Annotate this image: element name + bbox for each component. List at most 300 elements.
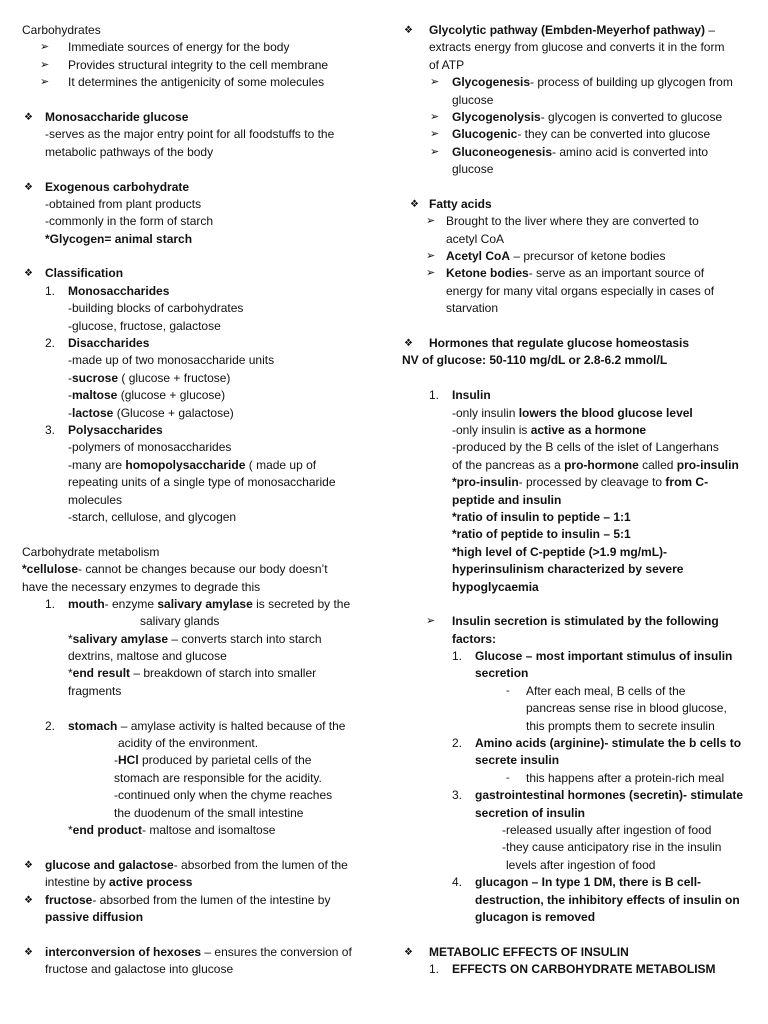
text-line [22,683,370,700]
bold-text: sucrose [72,370,119,385]
line-text: this prompts them to secrete insulin [526,718,715,733]
text-line [22,770,370,787]
diamond-bullet-icon: ❖ [24,859,33,871]
text-line [402,735,752,752]
text-segment: * [68,822,73,837]
text-line [22,509,370,526]
list-number: 3. [45,422,56,437]
text-segment: of the pancreas as a [452,457,565,472]
text-line [22,474,370,491]
text-line [22,718,370,735]
text-segment: - amino acid is converted into [552,144,709,159]
text-line [22,213,370,230]
line-text [45,892,330,909]
bold-text: lowers the blood glucose level [518,405,693,420]
list-number: 1. [45,283,56,298]
text-line [22,231,370,248]
line-text: -building blocks of carbohydrates [68,301,244,316]
text-segment: - [68,370,72,385]
line-text: Brought to the liver where they are converted to [446,214,699,229]
diamond-bullet-icon: ❖ [24,181,33,193]
line-text [68,387,225,404]
arrow-bullet-icon: ➢ [40,58,50,71]
line-text [452,509,631,526]
text-segment: - absorbed from the lumen of the [173,857,348,872]
text-line [402,805,752,822]
bold-text: glucagon is removed [475,909,596,924]
bold-text: Gluconeogenesis [452,144,553,159]
text-segment: -many are [68,457,126,472]
text-line [402,613,752,630]
bold-text: salivary amylase [72,631,169,646]
line-text: fragments [68,683,122,698]
line-text: of ATP [429,57,465,72]
diamond-bullet-icon: ❖ [410,198,419,210]
line-text [452,579,539,596]
text-segment: called [638,457,677,472]
line-text: pancreas sense rise in blood glucose, [526,701,727,716]
text-segment: – precursor of ketone bodies [510,249,666,264]
text-segment: -only insulin is [452,422,531,437]
diamond-bullet-icon: ❖ [404,946,413,958]
line-text: -commonly in the form of starch [45,214,214,229]
line-text: levels after ingestion of food [506,857,656,872]
text-line [402,839,752,856]
text-line [402,579,752,596]
bold-text: secretion [475,666,529,681]
blank-line [22,92,370,109]
text-line [22,370,370,387]
text-segment: (glucose + glucose) [117,388,226,403]
line-text: this happens after a protein-rich meal [526,770,725,785]
bold-text: pro-hormone [564,457,639,472]
line-text [402,352,667,369]
line-text: have the necessary enzymes to degrade this [22,579,261,594]
bold-text: interconversion of hexoses [45,944,202,959]
text-line [22,944,370,961]
blank-line [22,526,370,543]
line-text [475,648,732,665]
bold-text: *Glycogen= animal starch [45,231,193,246]
text-line [22,422,370,439]
text-line [22,822,370,839]
bold-text: glucose and galactose [45,857,174,872]
line-text [429,22,715,39]
list-number: 2. [452,736,463,751]
blank-line [402,179,752,196]
bold-text: mouth [68,596,105,611]
line-text [429,944,629,961]
text-line [22,126,370,143]
text-line [22,805,370,822]
line-text: dextrins, maltose and glucose [68,649,227,664]
dash-bullet-icon: - [506,684,510,697]
text-line [402,22,752,39]
line-text [68,335,149,352]
diamond-bullet-icon: ❖ [24,946,33,958]
line-text [68,596,350,613]
blank-line [402,596,752,613]
line-text [452,126,710,143]
text-line [402,961,752,978]
line-text [45,874,192,891]
line-text: -made up of two monosaccharide units [68,353,275,368]
line-text [475,892,740,909]
line-text [452,457,739,474]
line-text [452,405,693,422]
line-text: After each meal, B cells of the [526,683,686,698]
line-text: Provides structural integrity to the cell membrane [68,57,329,72]
bold-text: Glycogenesis [452,75,531,90]
text-line [402,265,752,282]
arrow-bullet-icon: ➢ [426,215,436,228]
bold-text: Glycolytic pathway (Embden-Meyerhof pathway) [429,23,706,37]
line-text [475,735,741,752]
bold-text: fructose [45,892,93,907]
text-line [22,492,370,509]
text-segment: – amylase activity is halted because of the [117,718,346,733]
text-line [402,422,752,439]
text-line [22,22,370,39]
text-line [22,752,370,769]
text-line [22,874,370,891]
bold-text: secretion of insulin [475,805,586,820]
text-line [402,787,752,804]
text-line [22,596,370,613]
text-segment: – breakdown of starch into smaller [130,666,317,681]
line-text: metabolic pathways of the body [45,144,214,159]
text-line [22,631,370,648]
text-line [22,544,370,561]
text-line [22,179,370,196]
text-line [402,665,752,682]
text-segment: – ensures the conversion of [201,944,352,959]
line-text: Carbohydrate metabolism [22,544,160,559]
line-text: -obtained from plant products [45,196,202,211]
text-line [22,648,370,665]
line-text [446,265,704,282]
arrow-bullet-icon: ➢ [430,76,440,89]
line-text [68,665,316,682]
bold-text: factors: [452,631,497,646]
line-text: molecules [68,492,123,507]
text-line [22,665,370,682]
text-segment: - maltose and isomaltose [142,822,276,837]
line-text [452,109,722,126]
blank-line [22,161,370,178]
bold-text: NV of glucose: 50-110 mg/dL or 2.8-6.2 mmol/L [402,353,668,368]
bold-text: Insulin secretion is stimulated by the following [452,614,719,629]
text-segment: - [68,405,72,420]
text-line [402,74,752,91]
line-text [68,422,163,439]
line-text [68,631,322,648]
text-line [402,857,752,874]
text-line [22,74,370,91]
text-line [402,283,752,300]
bold-text: Ketone bodies [446,266,529,281]
line-text [452,74,733,91]
line-text [446,248,665,265]
bold-text: pro-insulin [676,457,739,472]
text-line [402,770,752,787]
text-line [402,300,752,317]
text-segment: - [68,388,72,403]
bold-text: Monosaccharides [68,283,170,298]
text-line [22,579,370,596]
blank-line [402,926,752,943]
line-text: starvation [446,301,499,316]
bold-text: active as a hormone [530,422,647,437]
line-text: -serves as the major entry point for all foodstuffs to the [45,127,335,142]
text-line [402,92,752,109]
bold-text: Fatty acids [429,196,492,211]
line-text [429,335,689,352]
line-text: It determines the antigenicity of some molecules [68,75,325,90]
bold-text: Insulin [452,388,491,403]
line-text [68,457,316,474]
line-text [475,805,585,822]
text-line [402,492,752,509]
text-segment: – converts starch into starch [168,631,322,646]
arrow-bullet-icon: ➢ [430,145,440,158]
text-line [402,544,752,561]
bold-text: Classification [45,266,124,281]
bold-text: hyperinsulinism characterized by severe [452,562,684,577]
list-number: 2. [45,718,56,733]
line-text [45,909,143,926]
arrow-bullet-icon: ➢ [40,76,50,89]
line-text [452,439,719,456]
bold-text: maltose [72,388,118,403]
bold-text: Hormones that regulate glucose homeostasis [429,336,690,351]
text-line [22,335,370,352]
line-text [452,631,496,648]
line-text [68,370,230,387]
line-text [429,196,492,213]
text-line [402,439,752,456]
text-segment: - processed by cleavage to [518,475,666,490]
bold-text: homopolysaccharide [125,457,246,472]
text-line [22,318,370,335]
text-line [402,822,752,839]
list-number: 1. [429,962,440,977]
bold-text: Exogenous carbohydrate [45,179,190,194]
text-segment: is secreted by the [252,596,351,611]
text-line [22,909,370,926]
bold-text: secrete insulin [475,753,560,768]
bold-text: Glucogenic [452,127,518,142]
bold-text: lactose [72,405,114,420]
line-text [452,422,646,439]
bold-text: end result [72,666,131,681]
line-text [452,474,708,491]
bold-text: from C- [665,475,709,490]
text-segment: – [705,23,716,37]
line-text: energy for many vital organs especially in cases of [446,283,715,298]
line-text [452,961,716,978]
arrow-bullet-icon: ➢ [426,250,436,263]
text-segment: (Glucose + galactose) [113,405,234,420]
bold-text: HCl [118,753,139,768]
text-line [402,561,752,578]
text-line [22,196,370,213]
list-number: 1. [429,388,440,403]
line-text: extracts energy from glucose and converts it in the form [429,40,725,55]
text-line [402,718,752,735]
line-text [475,752,559,769]
line-text: -they cause anticipatory rise in the insulin [502,840,722,855]
text-line [22,39,370,56]
bold-text: )- [659,544,668,559]
line-text: repeating units of a single type of monosaccharide [68,475,336,490]
text-line [22,352,370,369]
text-line [402,231,752,248]
diamond-bullet-icon: ❖ [404,338,413,350]
bold-text: hypoglycaemia [452,579,539,594]
bold-text: Amino acids (arginine)- stimulate the b cells to [475,736,742,751]
bold-text: peptide and insulin [452,492,562,507]
bold-text: Disaccharides [68,336,150,351]
text-line [402,474,752,491]
arrow-bullet-icon: ➢ [430,110,440,123]
line-text: fructose and galactose into glucose [45,962,234,977]
line-text [452,387,491,404]
list-number: 2. [45,336,56,351]
bold-text: active process [109,875,193,890]
text-line [402,909,752,926]
bold-text: gastrointestinal hormones (secretin)- stimulate [475,788,744,803]
bold-text: Acetyl CoA [446,249,511,264]
line-text: -glucose, fructose, galactose [68,318,221,333]
text-line [402,752,752,769]
right-column [402,22,752,978]
line-text [68,822,275,839]
text-segment: ( glucose + fructose) [118,370,231,385]
line-text: salivary glands [140,614,220,629]
line-text: stomach are responsible for the acidity. [114,770,322,785]
diamond-bullet-icon: ❖ [24,268,33,280]
text-segment: intestine by [45,875,110,890]
bold-text: end product [72,822,142,837]
text-segment: -only insulin [452,405,519,420]
text-line [402,700,752,717]
line-text: acidity of the environment. [118,736,259,751]
left-column [22,22,370,978]
line-text: -released usually after ingestion of food [502,822,712,837]
text-line [402,387,752,404]
blank-line [22,700,370,717]
bold-text: *ratio of peptide to insulin – 5:1 [452,527,631,542]
bold-text: salivary amylase [157,596,253,611]
text-line [22,857,370,874]
line-text: acetyl CoA [446,231,505,246]
text-segment: -produced by the B cells of the islet of Langerhans [452,440,719,455]
text-line [22,961,370,978]
text-segment: - serve as an important source of [528,266,705,281]
text-line [402,196,752,213]
line-text [45,109,188,126]
blank-line [22,839,370,856]
text-line [22,735,370,752]
diamond-bullet-icon: ❖ [24,111,33,123]
bold-text: destruction, the inhibitory effects of insulin on [475,892,740,907]
line-text: -continued only when the chyme reaches [114,788,333,803]
text-line [22,439,370,456]
line-text [452,144,708,161]
line-text [45,231,192,248]
arrow-bullet-icon: ➢ [426,267,436,280]
line-text: the duodenum of the small intestine [114,805,304,820]
text-line [22,613,370,630]
bold-text: passive diffusion [45,909,144,924]
line-text [114,752,311,769]
bold-text: stomach [68,718,118,733]
line-text: Carbohydrates [22,23,101,37]
line-text: -polymers of monosaccharides [68,440,232,455]
text-line [22,457,370,474]
line-text [45,944,352,961]
text-line [402,109,752,126]
text-line [402,405,752,422]
text-line [22,57,370,74]
text-segment: - they can be converted into glucose [517,127,711,142]
text-line [22,300,370,317]
text-line [22,265,370,282]
text-segment: ( made up of [245,457,317,472]
text-line [402,892,752,909]
line-text: glucose [452,162,494,177]
text-line [22,787,370,804]
text-line [402,161,752,178]
dash-bullet-icon: - [506,771,510,784]
text-line [402,874,752,891]
line-text [475,665,528,682]
line-text: glucose [452,92,494,107]
text-line [402,335,752,352]
text-line [402,248,752,265]
bold-text: >1.9 mg/mL [592,544,660,559]
text-line [402,683,752,700]
text-line [402,648,752,665]
text-line [22,144,370,161]
text-line [22,892,370,909]
text-line [402,352,752,369]
text-line [22,561,370,578]
bold-text: Polysaccharides [68,422,163,437]
line-text: Immediate sources of energy for the body [68,40,290,55]
text-line [402,631,752,648]
blank-line [402,370,752,387]
line-text [452,544,667,561]
arrow-bullet-icon: ➢ [430,128,440,141]
text-line [402,944,752,961]
diamond-bullet-icon: ❖ [24,894,33,906]
line-text [22,561,328,578]
line-text [475,874,701,891]
line-text [475,787,743,804]
bold-text: Glycogenolysis [452,109,541,124]
text-segment: - absorbed from the lumen of the intestine by [92,892,331,907]
text-segment: - glycogen is converted to glucose [540,109,723,124]
bold-text: EFFECTS ON CARBOHYDRATE METABOLISM [452,962,716,977]
line-text [452,526,631,543]
text-line [22,283,370,300]
bold-text: Monosaccharide glucose [45,109,189,124]
bold-text: *pro-insulin [452,475,519,490]
line-text [452,613,719,630]
line-text [452,561,683,578]
